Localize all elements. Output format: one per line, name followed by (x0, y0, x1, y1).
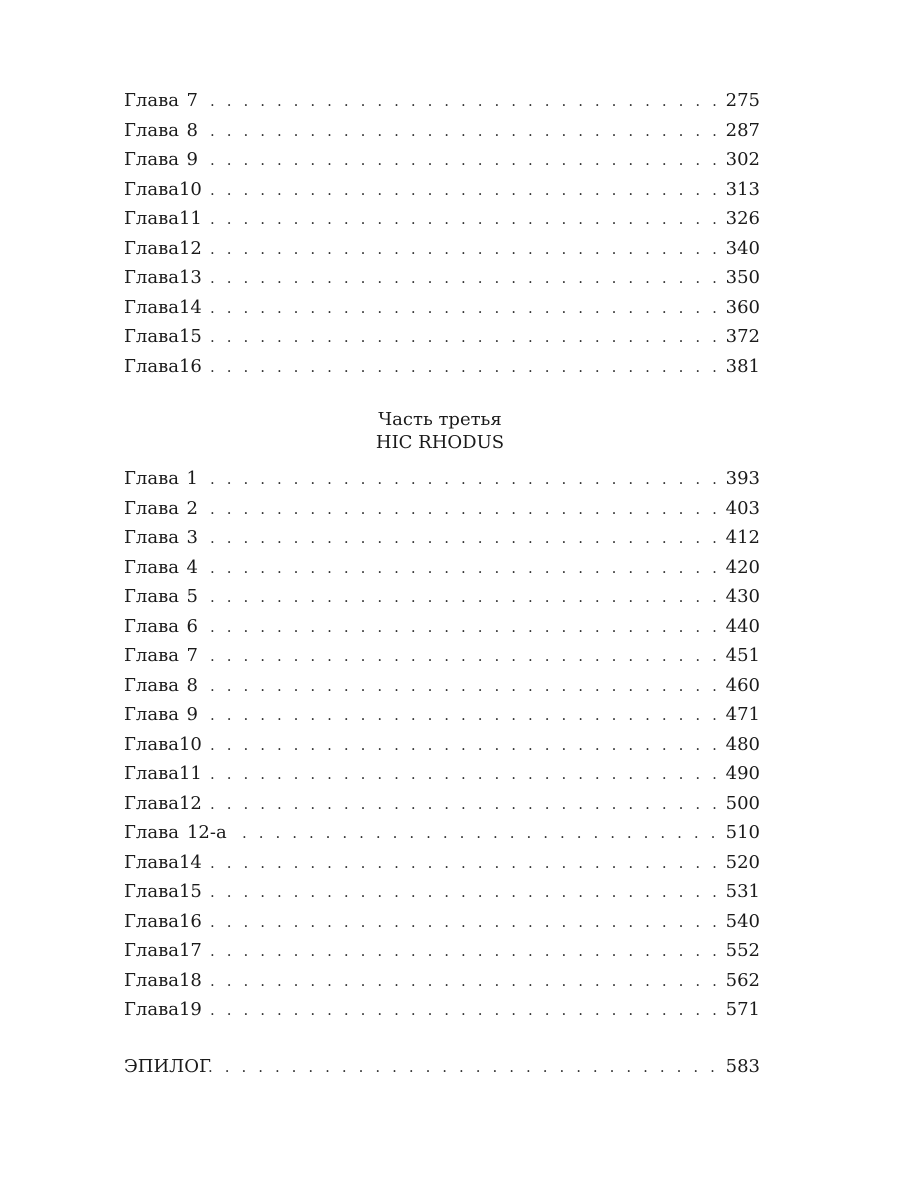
toc-entry[interactable] (124, 204, 760, 234)
toc-entry-number: 9 (186, 149, 198, 170)
toc-entry-word: Глава (124, 119, 179, 141)
toc-entry-page: 287 (725, 119, 760, 141)
toc-entry-page: 275 (725, 90, 760, 111)
toc-entry-label (124, 966, 208, 996)
toc-entry-word: Глава (124, 792, 179, 814)
toc-entry[interactable] (124, 730, 760, 760)
dot-leader (240, 819, 722, 849)
toc-entry-word: Глава (124, 822, 179, 843)
toc-entry[interactable] (124, 877, 760, 907)
toc-entry-label (124, 523, 208, 553)
dot-leader (208, 731, 722, 761)
toc-entry[interactable] (124, 995, 760, 1025)
toc-entry-number: 8 (186, 119, 198, 141)
dot-leader (208, 760, 722, 790)
toc-entry-word: Глава (124, 881, 179, 902)
toc-entry[interactable] (124, 116, 760, 146)
toc-entry-page: 520 (725, 851, 760, 873)
toc-entry[interactable] (124, 641, 760, 671)
toc-entry-number: 12-а (186, 822, 227, 843)
toc-entry-page: 451 (725, 645, 760, 666)
toc-entry[interactable] (124, 936, 760, 966)
toc-entry[interactable] (124, 523, 760, 553)
toc-entry[interactable] (124, 464, 760, 494)
toc-entry-label (124, 612, 208, 642)
dot-leader (208, 353, 722, 383)
toc-entry-label (124, 116, 208, 146)
toc-entry-number: 12 (178, 237, 202, 259)
toc-entry-page: 531 (725, 881, 760, 902)
toc-entry-page: 480 (725, 733, 760, 755)
toc-entry-word: Глава (124, 556, 179, 578)
toc-entry-word: ЭПИЛОГ (124, 1056, 211, 1077)
toc-entry-label (124, 818, 240, 848)
toc-entry-page: 490 (725, 763, 760, 784)
toc-entry[interactable] (124, 293, 760, 323)
toc-entry-number: 5 (186, 586, 198, 607)
toc-entry-label (124, 641, 208, 671)
toc-entry-page: 360 (725, 296, 760, 318)
part-three-heading (0, 408, 880, 454)
toc-entry-number: 13 (178, 267, 202, 288)
toc-list-part-three (124, 464, 760, 1025)
toc-entry-label (124, 494, 208, 524)
toc-entry-number: 14 (178, 851, 202, 873)
toc-entry-word: Глава (124, 497, 179, 519)
dot-leader (208, 672, 722, 702)
toc-entry-number: 1 (186, 468, 198, 489)
toc-entry-number: 9 (186, 704, 198, 725)
toc-entry-page: 430 (725, 586, 760, 607)
toc-entry-label (124, 1052, 211, 1082)
dot-leader (208, 554, 722, 584)
toc-entry-page: 340 (725, 237, 760, 259)
toc-entry-word: Глава (124, 208, 179, 229)
toc-epilog (124, 1052, 760, 1082)
toc-entry[interactable] (124, 553, 760, 583)
toc-entry-page: 412 (725, 527, 760, 548)
toc-entry-label (124, 671, 208, 701)
toc-entry-label (124, 352, 208, 382)
dot-leader (208, 849, 722, 879)
toc-entry-label (124, 995, 208, 1025)
toc-entry-word: Глава (124, 178, 179, 200)
toc-entry-number: 17 (178, 940, 202, 961)
toc-entry-page: 372 (725, 326, 760, 347)
toc-entry[interactable] (124, 494, 760, 524)
toc-entry-page: 583 (725, 1056, 760, 1077)
toc-entry-word: Глава (124, 704, 179, 725)
dot-leader (208, 235, 722, 265)
dot-leader (208, 908, 722, 938)
toc-entry[interactable] (124, 322, 760, 352)
toc-entry[interactable] (124, 234, 760, 264)
toc-entry-word: Глава (124, 999, 179, 1020)
toc-entry-number: 15 (178, 326, 202, 347)
toc-entry-number: 2 (186, 497, 198, 519)
dot-leader (208, 701, 722, 731)
toc-entry-number: 10 (178, 178, 202, 200)
toc-entry[interactable] (124, 759, 760, 789)
toc-entry-word: Глава (124, 355, 179, 377)
toc-entry-number: 4 (186, 556, 198, 578)
toc-entry-page: 302 (725, 149, 760, 170)
dot-leader (208, 937, 722, 967)
toc-entry-number: 6 (186, 615, 198, 637)
dot-leader (208, 996, 722, 1026)
toc-entry-page: 381 (725, 355, 760, 377)
dot-leader (208, 524, 722, 554)
toc-entry-word: Глава (124, 90, 179, 111)
toc-entry-label (124, 86, 208, 116)
toc-entry-word: Глава (124, 733, 179, 755)
dot-leader (208, 146, 722, 176)
toc-entry[interactable] (124, 789, 760, 819)
dot-leader (208, 583, 722, 613)
dot-leader (208, 205, 722, 235)
toc-entry-label (124, 700, 208, 730)
dot-leader (208, 465, 722, 495)
toc-entry[interactable] (124, 671, 760, 701)
toc-entry-label (124, 789, 208, 819)
toc-entry-number: 16 (178, 355, 202, 377)
toc-entry[interactable] (124, 175, 760, 205)
toc-entry-word: Глава (124, 296, 179, 318)
toc-entry-page: 471 (725, 704, 760, 725)
toc-entry-label (124, 145, 208, 175)
dot-leader (208, 176, 722, 206)
toc-entry-label (124, 322, 208, 352)
toc-entry-word: Глава (124, 674, 179, 696)
toc-entry-number: 15 (178, 881, 202, 902)
toc-entry-label (124, 936, 208, 966)
dot-leader (208, 642, 722, 672)
dot-leader (208, 87, 722, 117)
toc-entry-label (124, 464, 208, 494)
toc-entry[interactable] (124, 700, 760, 730)
toc-entry-page: 420 (725, 556, 760, 578)
toc-entry-page: 393 (725, 468, 760, 489)
toc-entry-word: Глава (124, 326, 179, 347)
toc-entry[interactable] (124, 818, 760, 848)
toc-entry-number: 14 (178, 296, 202, 318)
toc-entry-label (124, 759, 208, 789)
toc-entry-word: Глава (124, 645, 179, 666)
toc-entry-label (124, 293, 208, 323)
toc-entry[interactable] (124, 612, 760, 642)
toc-entry[interactable] (124, 145, 760, 175)
toc-entry-page: 500 (725, 792, 760, 814)
dot-leader (208, 613, 722, 643)
dot-leader (208, 323, 722, 353)
toc-entry-label (124, 175, 208, 205)
toc-entry-label (124, 877, 208, 907)
dot-leader (208, 117, 722, 147)
toc-entry-label (124, 263, 208, 293)
toc-entry-page: 540 (725, 910, 760, 932)
toc-entry[interactable] (124, 263, 760, 293)
toc-entry[interactable] (124, 966, 760, 996)
toc-entry-number: 11 (178, 763, 202, 784)
toc-entry-page: 552 (725, 940, 760, 961)
toc-entry[interactable] (124, 907, 760, 937)
toc-entry-word: Глава (124, 267, 179, 288)
toc-entry-label (124, 730, 208, 760)
toc-entry-page: 571 (725, 999, 760, 1020)
toc-entry-number: 16 (178, 910, 202, 932)
toc-entry-label (124, 204, 208, 234)
toc-entry-page: 403 (725, 497, 760, 519)
toc-entry-word: Глава (124, 940, 179, 961)
toc-entry-word: Глава (124, 910, 179, 932)
toc-entry-number: 19 (178, 999, 202, 1020)
toc-entry-number: 7 (186, 90, 198, 111)
toc-entry[interactable] (124, 86, 760, 116)
toc-entry[interactable] (124, 352, 760, 382)
dot-leader (208, 294, 722, 324)
toc-entry-page: 460 (725, 674, 760, 696)
toc-entry-number: 7 (186, 645, 198, 666)
toc-entry-number: 3 (186, 527, 198, 548)
toc-entry-number: 18 (178, 969, 202, 991)
toc-entry-number: 11 (178, 208, 202, 229)
toc-entry-page: 440 (725, 615, 760, 637)
toc-entry-label (124, 907, 208, 937)
toc-entry-word: Глава (124, 237, 179, 259)
toc-entry-word: Глава (124, 615, 179, 637)
toc-entry-word: Глава (124, 763, 179, 784)
toc-entry-page: 562 (725, 969, 760, 991)
toc-entry-number: 12 (178, 792, 202, 814)
toc-entry-word: Глава (124, 851, 179, 873)
toc-entry-word: Глава (124, 149, 179, 170)
toc-entry[interactable] (124, 848, 760, 878)
toc-entry[interactable] (124, 582, 760, 612)
toc-entry-word: Глава (124, 586, 179, 607)
dot-leader (208, 967, 722, 997)
toc-entry-page: 313 (725, 178, 760, 200)
dot-leader (208, 264, 722, 294)
toc-list-part-two (124, 86, 760, 381)
toc-entry-word: Глава (124, 468, 179, 489)
toc-entry-word: Глава (124, 527, 179, 548)
dot-leader (208, 495, 722, 525)
toc-entry-page: 510 (725, 822, 760, 843)
toc-entry-label (124, 234, 208, 264)
part-three-subtitle: HIC RHODUS (375, 432, 505, 453)
toc-entry-number: 10 (178, 733, 202, 755)
toc-entry-word: Глава (124, 969, 179, 991)
part-three-title: Часть третья (378, 409, 502, 430)
toc-entry-epilog[interactable] (124, 1052, 760, 1082)
dot-leader (208, 790, 722, 820)
dot-leader (206, 1053, 722, 1083)
toc-entry-page: 326 (725, 208, 760, 229)
toc-entry-number: 8 (186, 674, 198, 696)
toc-entry-label (124, 848, 208, 878)
toc-entry-label (124, 582, 208, 612)
dot-leader (208, 878, 722, 908)
toc-entry-page: 350 (725, 267, 760, 288)
toc-entry-label (124, 553, 208, 583)
